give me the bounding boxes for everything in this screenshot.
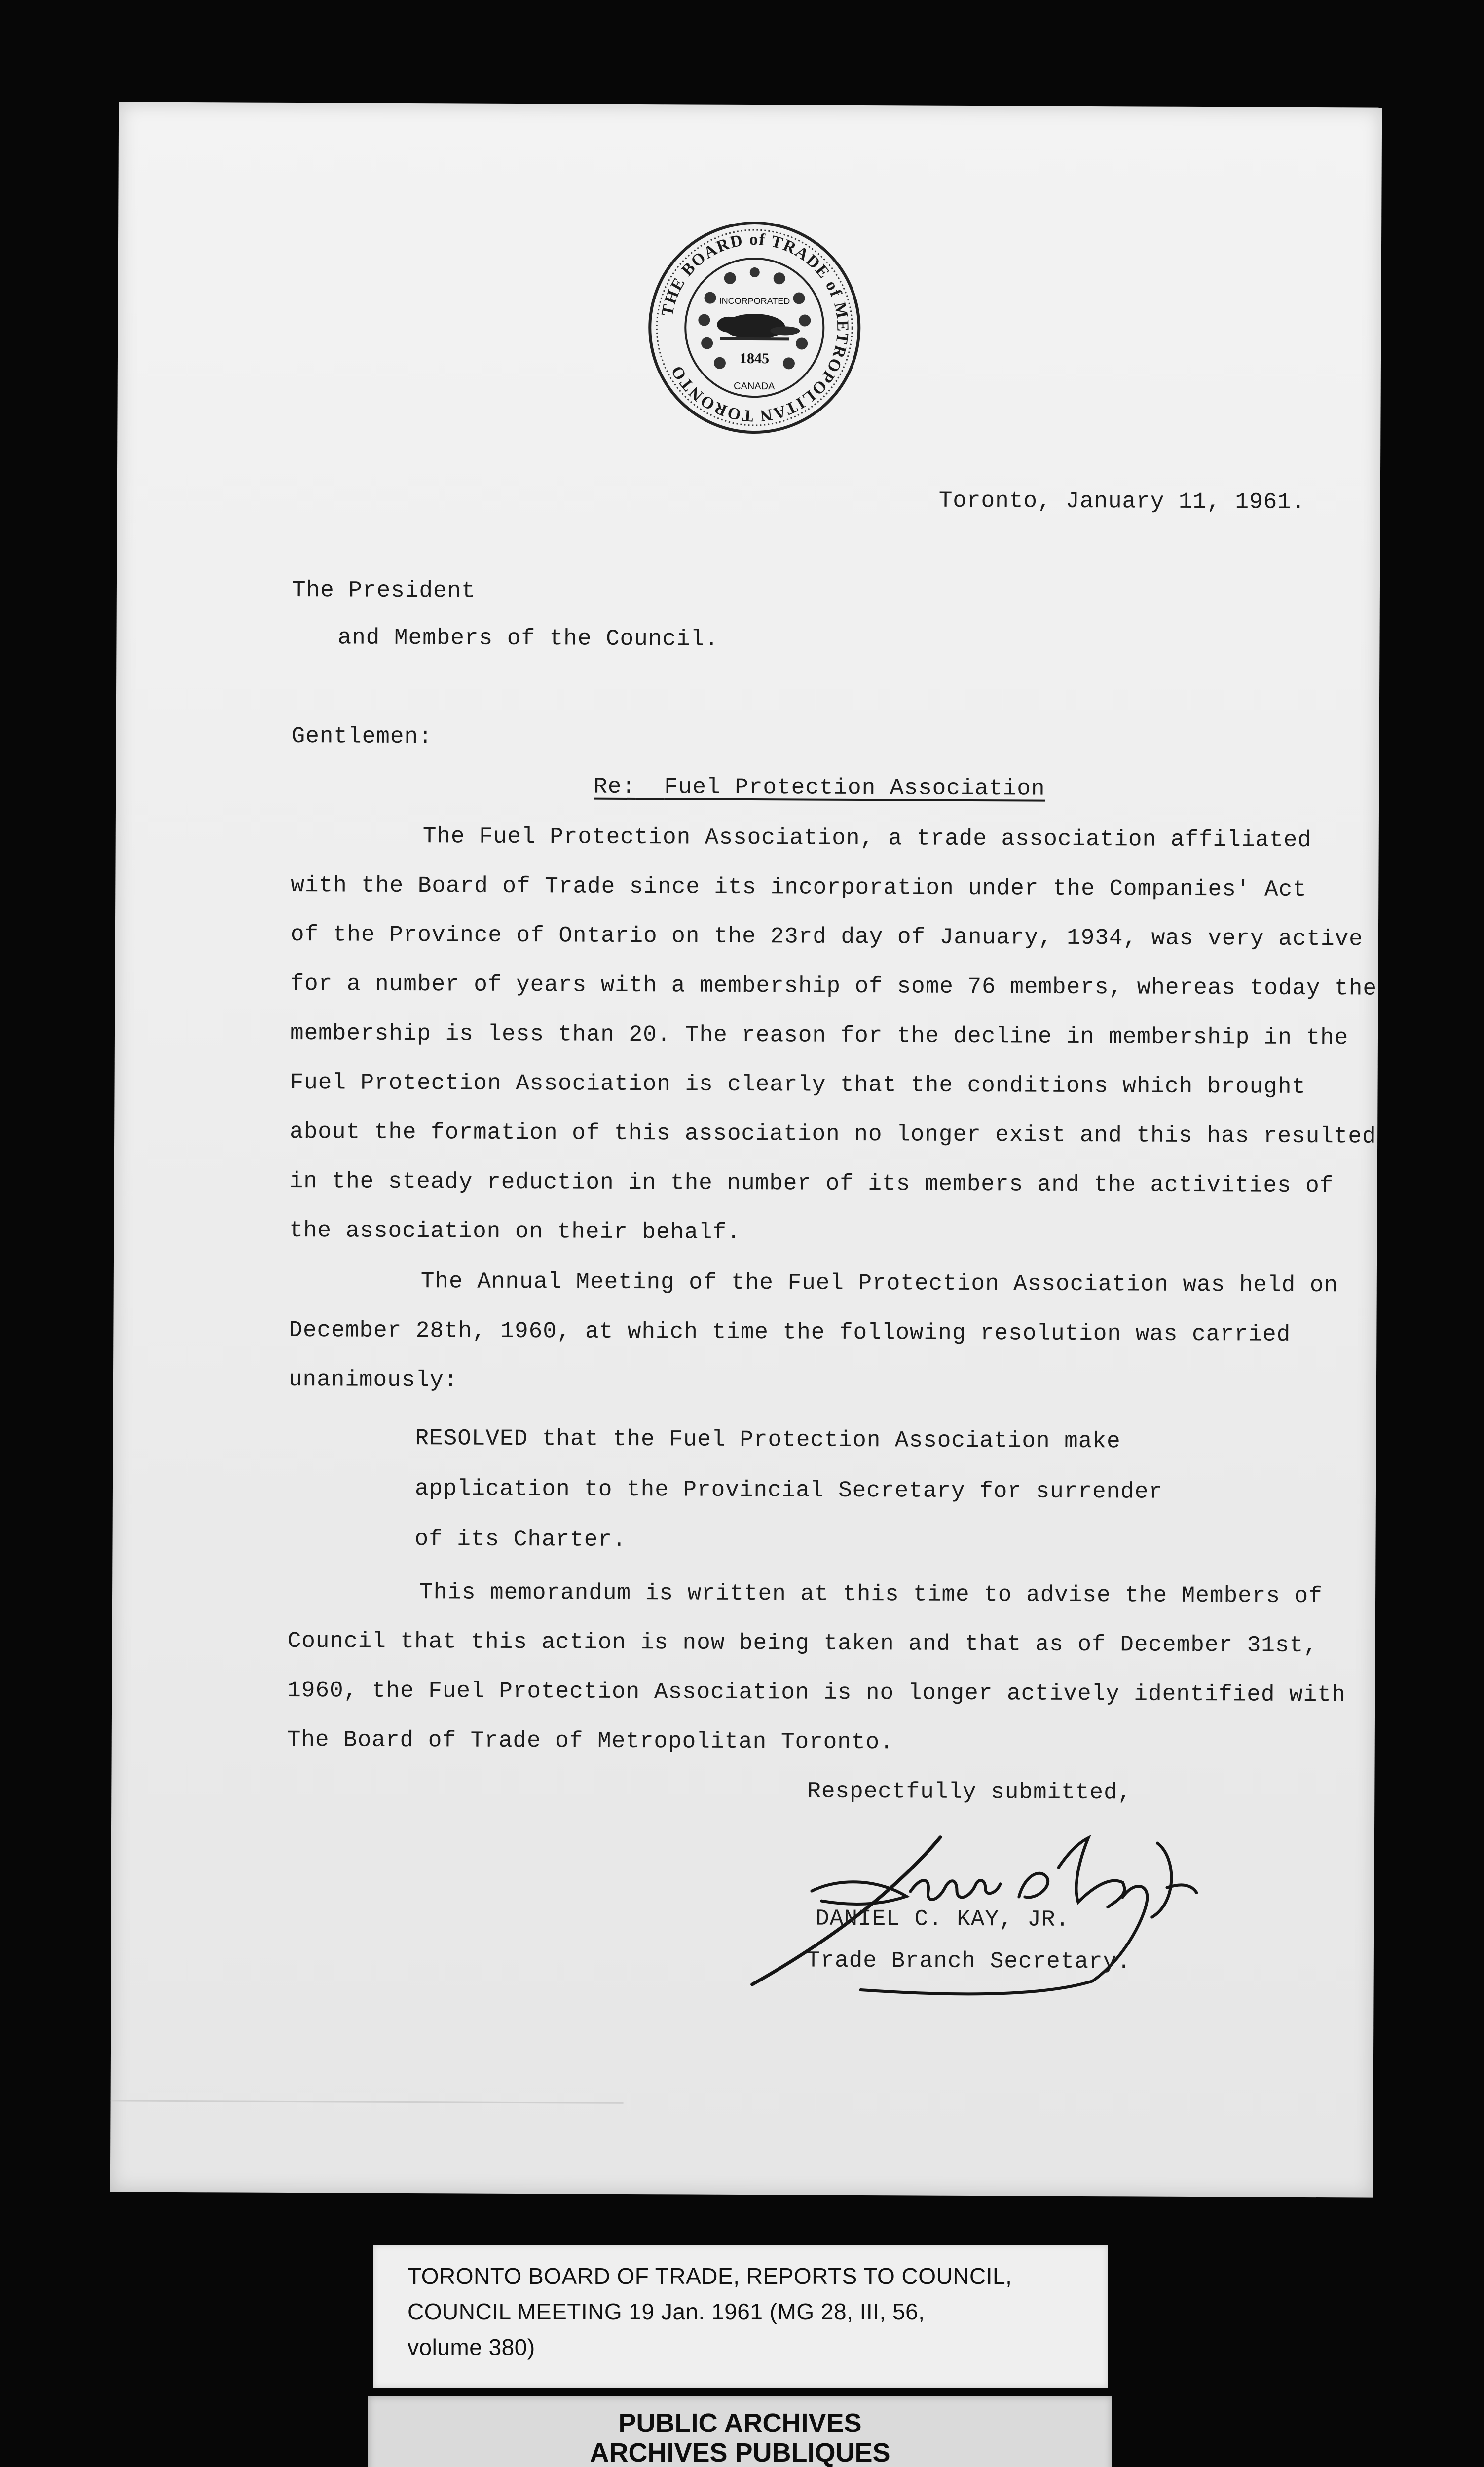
resolution-line: RESOLVED that the Fuel Protection Association make (415, 1425, 1121, 1455)
archive-label-line: TORONTO BOARD OF TRADE, REPORTS TO COUNCIL, (408, 2263, 1012, 2289)
paragraph-1-line: about the formation of this association no longer exist and this has resulted (290, 1119, 1376, 1150)
signatory-name: DANIEL C. KAY, JR. (816, 1906, 1070, 1933)
paragraph-1-line: in the steady reduction in the number of its members and the activities of (289, 1168, 1334, 1199)
resolution-line: of its Charter. (414, 1526, 627, 1553)
date-line: Toronto, January 11, 1961. (938, 487, 1306, 515)
archive-reference-label (373, 2245, 1108, 2388)
resolution-line: application to the Provincial Secretary for surrender (414, 1476, 1163, 1505)
salutation: Gentlemen: (291, 723, 433, 750)
addressee-line-2: and Members of the Council. (337, 625, 719, 652)
paragraph-2-line: December 28th, 1960, at which time the following resolution was carried (289, 1317, 1291, 1347)
seal-incorporated-text: INCORPORATED (719, 296, 790, 306)
paragraph-1-line: The Fuel Protection Association, a trade association affiliated (422, 823, 1312, 853)
paragraph-1-line: of the Province of Ontario on the 23rd day of January, 1934, was very active (290, 921, 1363, 952)
seal-country-text: CANADA (734, 380, 775, 392)
archive-label-line: COUNCIL MEETING 19 Jan. 1961 (MG 28, III, 56, (408, 2299, 925, 2324)
paragraph-1-line: membership is less than 20. The reason for the decline in membership in the (290, 1020, 1349, 1051)
paragraph-1-line: Fuel Protection Association is clearly that the conditions which brought (290, 1069, 1306, 1100)
subject-prefix: Re: (594, 774, 636, 800)
paragraph-1-line: for a number of years with a membership of some 76 members, whereas today the (290, 971, 1377, 1002)
paragraph-2-line: The Annual Meeting of the Fuel Protection Association was held on (420, 1269, 1338, 1299)
signatory-title: Trade Branch Secretary. (806, 1947, 1131, 1975)
seal-ring-text: THE BOARD of TRADE of METROPOLITAN TORONTO (658, 230, 852, 425)
paragraph-3-line: 1960, the Fuel Protection Association is no longer actively identified with (287, 1677, 1346, 1708)
board-of-trade-seal (645, 219, 863, 437)
paragraph-3-line: Council that this action is now being taken and that as of December 31st, (287, 1628, 1318, 1659)
stamp-line: ARCHIVES PUBLIQUES (590, 2438, 890, 2467)
addressee-line-1: The President (292, 577, 476, 604)
paragraph-1-line: the association on their behalf. (289, 1217, 741, 1245)
seal-year-text: 1845 (739, 350, 770, 367)
paragraph-3-line: The Board of Trade of Metropolitan Toronto. (287, 1726, 894, 1756)
letter-page (110, 102, 1382, 2197)
archive-label-line: volume 380) (408, 2334, 535, 2360)
subject-text: Fuel Protection Association (664, 774, 1045, 802)
paragraph-2-line: unanimously: (288, 1366, 458, 1393)
public-archives-stamp (368, 2396, 1112, 2467)
footer-rule (111, 2100, 624, 2104)
stamp-line: PUBLIC ARCHIVES (618, 2408, 862, 2438)
closing: Respectfully submitted, (807, 1778, 1132, 1806)
subject-line (594, 774, 1045, 802)
paragraph-1-line: with the Board of Trade since its incorporation under the Companies' Act (291, 872, 1307, 902)
paragraph-3-line: This memorandum is written at this time to advise the Members of (419, 1579, 1323, 1609)
